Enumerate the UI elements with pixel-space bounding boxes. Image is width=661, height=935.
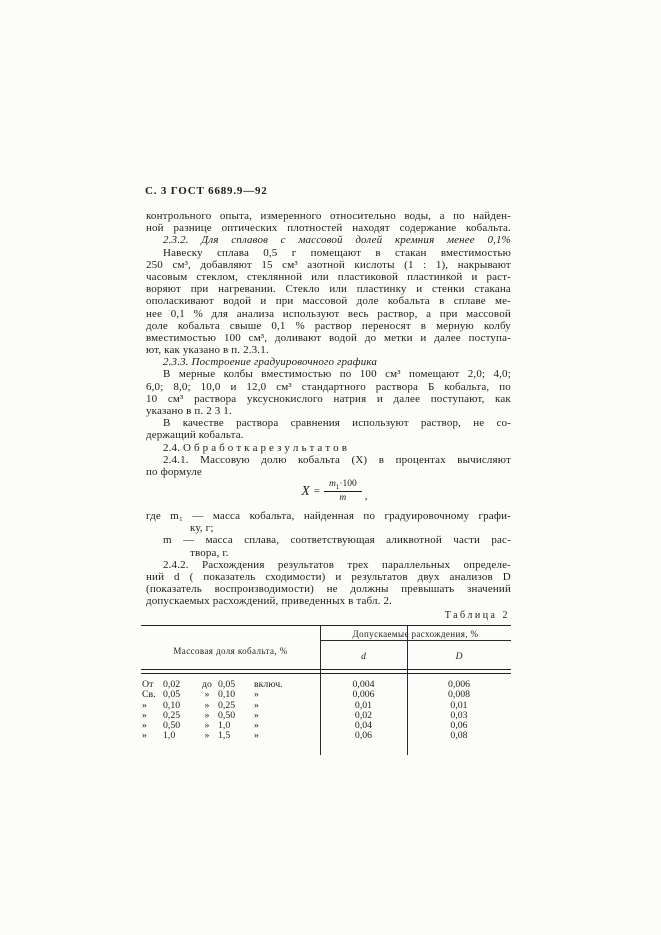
range-part: »: [142, 709, 147, 721]
word: пластиковой: [337, 270, 399, 283]
word: Стекло: [285, 283, 320, 296]
word: мерные: [178, 368, 216, 381]
word: соответствующая: [290, 534, 375, 547]
word: d: [174, 570, 180, 583]
word: см³: [167, 392, 184, 405]
word: как: [495, 392, 511, 405]
word: раствора: [194, 392, 237, 405]
word: двух: [417, 570, 440, 583]
text-line: допускаемых расхождений, приведенных в табл. 2.: [146, 595, 392, 608]
table-subheader-D: D: [455, 652, 463, 662]
cell-D-value: 0,08: [450, 730, 468, 742]
text-line: [146, 583, 511, 595]
word: при: [439, 307, 458, 320]
cell-d-value: 0,06: [354, 730, 373, 742]
word: 8,0;: [173, 380, 191, 393]
word: 0,1%: [487, 234, 511, 247]
word: доливают: [274, 331, 322, 344]
text-line: [146, 559, 511, 571]
word: Навеску: [163, 246, 203, 259]
word: результатов: [351, 570, 408, 583]
range-part: »: [254, 720, 259, 732]
range-part: »: [254, 730, 259, 742]
word: —: [183, 534, 195, 547]
range-part: »: [254, 699, 259, 711]
range-part: 0,50: [218, 709, 236, 721]
word: вместимостью: [146, 331, 217, 344]
word: ме-: [495, 295, 511, 308]
range-part: »: [204, 730, 210, 742]
word: плотностей: [287, 222, 343, 235]
text-line: [146, 283, 511, 295]
text-line: [146, 259, 511, 271]
word: 0,1: [271, 319, 286, 332]
word: трех: [347, 558, 369, 571]
range-part: 0,02: [163, 679, 181, 690]
word: содержание: [399, 222, 457, 235]
range-part: »: [254, 689, 259, 701]
word: или: [311, 270, 329, 283]
range-part: »: [142, 730, 147, 742]
word: опыта,: [219, 210, 253, 222]
word: найденная: [303, 510, 355, 522]
cell-D-value: 0,01: [450, 699, 468, 711]
word: со-: [496, 417, 511, 430]
word: в: [378, 453, 385, 466]
cell-mass-fraction-range: [141, 731, 320, 741]
word: параллельных: [381, 558, 451, 571]
word: метки: [384, 331, 413, 344]
word: результатов: [277, 558, 335, 571]
range-part: »: [254, 709, 259, 721]
word: 10: [146, 392, 158, 405]
range-part: От: [142, 679, 154, 690]
word: пластинкой: [407, 270, 463, 283]
word: 250: [146, 258, 163, 271]
word: см³,: [172, 258, 191, 271]
word: 12,0: [246, 380, 267, 393]
word: по: [453, 210, 465, 222]
cell-d-value: 0,04: [354, 720, 373, 732]
cell-d-value: 0,006: [352, 689, 375, 701]
range-part: 0,05: [218, 679, 236, 690]
word: колбу: [483, 319, 511, 332]
range-part: 0,50: [163, 720, 181, 732]
word: см³: [282, 258, 298, 271]
table-group-header-rule: [320, 640, 511, 641]
word: кислоты: [354, 258, 395, 271]
cell-D-value: 0,06: [450, 720, 468, 732]
word: для: [211, 307, 229, 320]
text-line: [146, 210, 511, 222]
text-line: [146, 247, 511, 259]
word: Б: [428, 380, 435, 393]
word: должны: [350, 583, 389, 596]
word: В: [163, 417, 171, 430]
table-caption: Таблица 2: [444, 610, 510, 621]
word: в: [375, 246, 381, 259]
cell-D-value: 0,006: [447, 679, 471, 690]
word: значений: [467, 583, 511, 596]
word: (1: [404, 258, 414, 271]
text-line: твора, г.: [190, 546, 229, 559]
range-part: 1,0: [218, 720, 231, 732]
text-line: [146, 534, 511, 546]
word: менее: [446, 234, 475, 247]
word: 2,0;: [467, 368, 486, 381]
word: а: [439, 210, 445, 222]
cell-D-value: 0,008: [447, 689, 471, 701]
word: анализов: [449, 570, 493, 583]
word: не: [326, 583, 338, 596]
formula-denominator: [324, 492, 362, 503]
word: 1),: [435, 258, 449, 271]
word: 15: [261, 258, 273, 271]
word: при: [190, 283, 209, 296]
word: не: [473, 417, 485, 430]
word: поступа-: [468, 331, 511, 344]
word: ополаскивают: [146, 295, 214, 308]
word: сходимости): [265, 570, 326, 583]
formula-numerator: [324, 479, 362, 493]
word: пластинку: [356, 283, 407, 296]
word: контрольного: [146, 210, 212, 222]
word: 6,0;: [146, 380, 164, 393]
word: находят: [352, 222, 390, 235]
range-part: »: [204, 709, 210, 721]
word: стеклянной: [246, 270, 303, 283]
word: 0,1: [170, 307, 185, 320]
word: кобальта: [387, 295, 430, 308]
range-part: 0,05: [163, 689, 181, 701]
word: долю: [261, 453, 287, 466]
word: сплавов: [231, 234, 269, 247]
table-subheader-d: d: [361, 652, 366, 662]
word: измеренного: [260, 210, 322, 222]
text-line: [146, 295, 511, 307]
word: В: [163, 368, 171, 381]
cell-D-value: 0,03: [450, 709, 468, 721]
word: 4,0;: [493, 368, 511, 381]
word: кобальта,: [444, 380, 490, 393]
word: в: [439, 295, 445, 308]
word: (: [189, 570, 194, 583]
text-line: 2.3.3. Построение градуировочного графика: [163, 356, 378, 369]
text-line: [146, 308, 511, 320]
word: :: [423, 258, 427, 271]
word: 100: [359, 368, 377, 381]
range-part: 0,10: [218, 689, 236, 701]
word: мерную: [436, 319, 474, 332]
word: стандартного: [301, 380, 366, 393]
word: весь: [347, 307, 369, 320]
text-line: [146, 332, 511, 344]
range-part: 1,0: [163, 730, 176, 742]
document-text-upper: [146, 210, 511, 478]
word: часовым: [146, 270, 188, 283]
word: части: [453, 534, 481, 547]
word: добавляют: [200, 258, 252, 271]
word: водой: [223, 295, 252, 308]
word: при: [275, 295, 294, 308]
word: качестве: [182, 417, 224, 430]
word: рас-: [491, 534, 511, 547]
word: доле: [356, 295, 379, 308]
word: сплаве: [453, 295, 486, 308]
text-line: ют, как указано в п. 2.3.1.: [146, 344, 269, 357]
word: массовой: [302, 295, 348, 308]
word: Расхождения: [201, 558, 265, 571]
word: с: [280, 234, 286, 247]
table-group-header: Допускаемые расхождения, %: [352, 629, 479, 639]
range-part: 0,10: [163, 699, 181, 711]
word: оптических: [221, 222, 278, 235]
range-part: »: [204, 720, 210, 732]
text-line: [146, 393, 511, 405]
word: воспроизводимости): [214, 583, 314, 596]
word: стенки: [432, 283, 465, 296]
word: стакан: [395, 246, 427, 259]
word: раствора: [375, 380, 419, 393]
word: разнице: [173, 222, 212, 235]
cell-d-value: 0,02: [354, 709, 373, 721]
word: —: [192, 510, 204, 522]
word: ний: [146, 570, 165, 583]
word: относительно: [329, 210, 396, 222]
word: по: [339, 368, 352, 381]
word: Массовую: [200, 453, 250, 466]
word: кобальта: [298, 453, 341, 466]
formula-numerator-sub: 1: [335, 482, 340, 491]
word: и: [416, 283, 423, 296]
word: анализа: [236, 307, 275, 320]
word: сплава: [217, 246, 249, 259]
text-line: [146, 454, 511, 466]
word: 2.4.2.: [163, 558, 189, 571]
word: переносят: [361, 319, 411, 332]
word: воряют: [146, 283, 181, 296]
word: вычисляют: [457, 453, 511, 466]
word: раствор,: [377, 307, 418, 320]
table-top-rule: [141, 625, 511, 626]
word: 2.4.1.: [163, 453, 189, 466]
word: 100: [223, 331, 241, 344]
range-part: включ.: [254, 679, 283, 690]
word: сплава,: [244, 534, 280, 547]
table-row: [141, 731, 511, 741]
word: в: [420, 319, 427, 332]
word: помещают: [408, 368, 460, 381]
word: натрия: [333, 392, 367, 405]
word: 0,5: [263, 246, 278, 259]
word: водой: [329, 331, 358, 344]
range-part: до: [202, 679, 212, 690]
word: стакана: [474, 283, 511, 296]
word: %: [295, 319, 305, 332]
formula-fraction: [324, 479, 362, 504]
text-line: [146, 417, 511, 429]
range-part: 0,25: [218, 699, 236, 711]
text-line: [146, 271, 511, 283]
word: m: [163, 534, 172, 547]
range-part: »: [204, 689, 210, 701]
word: кобальта: [177, 319, 220, 332]
word: %: [193, 307, 203, 320]
formula-numerator-var: m: [328, 478, 336, 489]
text-line: [146, 381, 511, 393]
formula: [146, 474, 511, 508]
text-line: ку, г;: [190, 522, 214, 535]
formula-denominator-var: m: [339, 493, 347, 504]
text-line: по формуле: [146, 465, 202, 478]
cell-d-value: 0,01: [354, 699, 373, 711]
word: сравнения: [290, 417, 340, 430]
word: до: [364, 331, 377, 344]
document-text-lower: [146, 510, 511, 608]
range-part: Св.: [142, 689, 156, 701]
word: раствор,: [420, 417, 462, 430]
word: процентах: [395, 453, 446, 466]
word: помещают: [310, 246, 362, 259]
word: D: [502, 570, 511, 583]
word: m₁: [170, 510, 183, 522]
word: и: [471, 270, 478, 283]
word: (показатель: [146, 583, 202, 596]
word: масса: [212, 510, 241, 522]
word: превышать: [401, 583, 455, 596]
word: по: [499, 380, 511, 393]
text-line: [146, 320, 511, 332]
word: кобальта,: [249, 510, 295, 522]
word: накрывают: [457, 258, 511, 271]
word: 10,0: [200, 380, 221, 393]
word: массовой: [466, 307, 511, 320]
text-line: [146, 222, 511, 234]
range-part: 1,5: [218, 730, 231, 742]
range-part: »: [142, 720, 147, 732]
word: а: [426, 307, 432, 320]
text-line: [146, 571, 511, 583]
word: или: [329, 283, 348, 296]
word: и: [420, 331, 427, 344]
word: аликвотной: [386, 534, 442, 547]
word: нее: [146, 307, 163, 320]
cell-d-value: 0,004: [352, 679, 375, 690]
word: (X): [351, 453, 368, 466]
word: см³: [276, 380, 292, 393]
word: раствора: [236, 417, 279, 430]
word: и: [335, 570, 342, 583]
word: г: [291, 246, 297, 259]
word: кремния: [394, 234, 435, 247]
word: см³,: [248, 331, 268, 344]
word: нагревании.: [218, 283, 276, 296]
word: свыше: [229, 319, 262, 332]
word: и: [376, 392, 383, 405]
word: поступают,: [430, 392, 485, 405]
table-double-rule: [141, 669, 511, 674]
word: массовой: [298, 234, 343, 247]
text-line: держащий кобальта.: [146, 429, 244, 442]
formula-lhs: X: [301, 483, 310, 498]
range-part: »: [142, 699, 147, 711]
word: воды,: [404, 210, 432, 222]
page-header: С. 3 ГОСТ 6689.9—92: [145, 185, 268, 197]
table-body: [141, 680, 511, 742]
word: определе-: [463, 558, 511, 571]
text-line: [146, 368, 511, 380]
text-line: указано в п. 2 3 1.: [146, 405, 232, 417]
word: и: [230, 380, 237, 393]
word: вместимостью: [261, 368, 332, 381]
word: раствор: [314, 319, 352, 332]
formula-equals: =: [313, 485, 320, 497]
word: масса: [205, 534, 233, 547]
table-2: [141, 625, 511, 758]
range-part: »: [204, 699, 210, 711]
word: где: [146, 510, 161, 522]
formula-numerator-rest: ·100: [339, 478, 357, 489]
word: градуировочному: [384, 510, 470, 522]
word: 2.3.2.: [163, 234, 189, 247]
text-line: [146, 510, 511, 522]
word: и: [260, 295, 267, 308]
word: графи-: [478, 510, 511, 522]
word: используют: [352, 417, 409, 430]
word: по: [363, 510, 376, 522]
word: используют: [282, 307, 340, 320]
word: показатель: [203, 570, 256, 583]
range-part: 0,25: [163, 709, 181, 721]
text-line: 2.4. О б р а б о т к а р е з у л ь т а т о в: [163, 441, 348, 454]
table-col1-header: Массовая доля кобальта, %: [173, 646, 288, 656]
formula-trailing-comma: ,: [364, 490, 368, 502]
word: Для: [201, 234, 219, 247]
word: далее: [434, 331, 461, 344]
word: найден-: [473, 210, 511, 222]
word: далее: [393, 392, 421, 405]
word: азотной: [307, 258, 345, 271]
word: стеклом,: [196, 270, 238, 283]
word: доле: [146, 319, 168, 332]
text-line: [146, 234, 511, 246]
word: вместимостью: [440, 246, 511, 259]
word: колбы: [223, 368, 253, 381]
word: уксуснокислого: [246, 392, 323, 405]
word: раст-: [486, 270, 511, 283]
word: см³: [385, 368, 401, 381]
word: ной: [146, 222, 164, 235]
word: долей: [355, 234, 383, 247]
word: кобальта.: [466, 222, 511, 235]
